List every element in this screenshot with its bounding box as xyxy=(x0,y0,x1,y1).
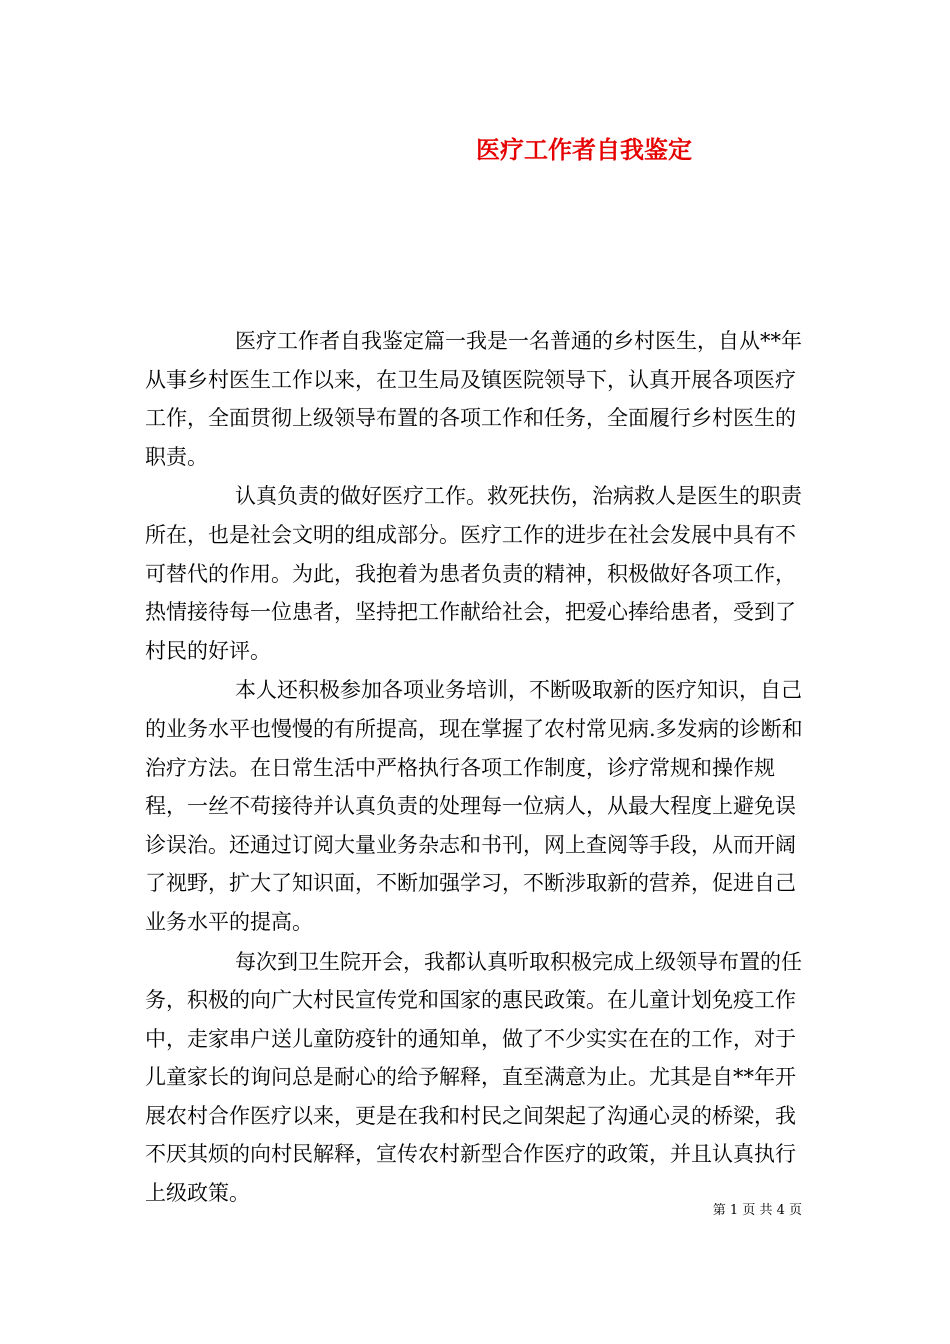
document-title: 医疗工作者自我鉴定 xyxy=(476,135,692,164)
paragraph-2: 认真负责的做好医疗工作。救死扶伤，治病救人是医生的职责所在，也是社会文明的组成部分。医疗工作的进步在社会发展中具有不可替代的作用。为此，我抱着为患者负责的精神，积极做好各项工作，热情接待每一位患者，坚持把工作献给社会，把爱心捧给患者，受到了村民的好评。 xyxy=(145,484,802,663)
page-footer: 第 1 页 共 4 页 xyxy=(712,1203,802,1218)
document-body xyxy=(145,322,810,1214)
paragraph-3: 本人还积极参加各项业务培训，不断吸取新的医疗知识，自己的业务水平也慢慢的有所提高，现在掌握了农村常见病.多发病的诊断和治疗方法。在日常生活中严格执行各项工作制度，诊疗常规和操作规程，一丝不苟接待并认真负责的处理每一位病人，从最大程度上避免误诊误治。还通过订阅大量业务杂志和书刊，网上查阅等手段，从而开阔了视野，扩大了知识面，不断加强学习，不断涉取新的营养，促进自己业务水平的提高。 xyxy=(145,678,803,934)
paragraph-4: 每次到卫生院开会，我都认真听取积极完成上级领导布置的任务，积极的向广大村民宣传党和国家的惠民政策。在儿童计划免疫工作中，走家串户送儿童防疫针的通知单，做了不少实实在在的工作，对于儿童家长的询问总是耐心的给予解释，直至满意为止。尤其是自**年开展农村合作医疗以来，更是在我和村民之间架起了沟通心灵的桥梁，我不厌其烦的向村民解释，宣传农村新型合作医疗的政策，并且认真执行上级政策。 xyxy=(145,949,802,1206)
paragraph-1: 医疗工作者自我鉴定篇一我是一名普通的乡村医生，自从**年从事乡村医生工作以来，在卫生局及镇医院领导下，认真开展各项医疗工作，全面贯彻上级领导布置的各项工作和任务，全面履行乡村医生的职责。 xyxy=(145,329,802,469)
